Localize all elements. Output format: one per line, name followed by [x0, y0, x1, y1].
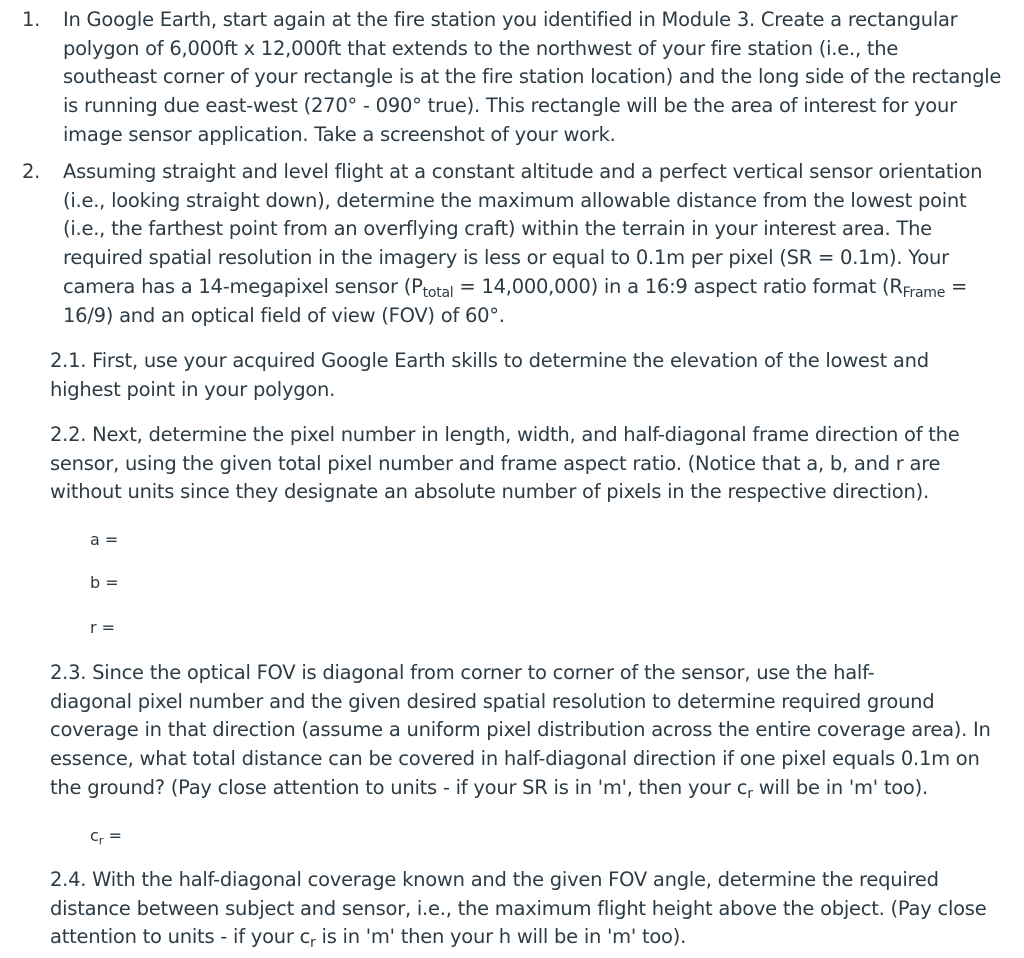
subsection-2-3-line5-text: the ground? (Pay close attention to units - if your SR is in 'm', then your c — [50, 775, 748, 799]
question-2-line: Assuming straight and level flight at a constant altitude and a perfect vertical sensor orientation — [63, 160, 983, 183]
question-2-line: 16/9) and an optical field of view (FOV) of 60°. — [63, 303, 505, 327]
question-2-line5-a: camera has a 14-megapixel sensor (P — [63, 274, 423, 298]
subsection-2-4-line — [50, 923, 986, 952]
equation-cr-equals: = — [103, 826, 123, 845]
subsection-2-3-line — [50, 774, 991, 803]
subsection-2-3-line: 2.3. Since the optical FOV is diagonal from corner to corner of the sensor, use the half- — [50, 661, 875, 684]
equation-cr-subscript: r — [98, 833, 104, 848]
equation-a: a = — [90, 530, 119, 549]
subscript-frame: Frame — [902, 285, 946, 302]
subsection-2-2 — [50, 421, 960, 507]
subsection-2-1 — [50, 347, 929, 404]
question-2-line: (i.e., the farthest point from an overflying craft) within the terrain in your interest area. The — [63, 217, 932, 241]
equation-cr-letter: c — [90, 826, 99, 845]
subsection-2-3-line: essence, what total distance can be covered in half-diagonal direction if one pixel equals 0.1m on — [50, 747, 980, 771]
subscript-total: total — [422, 285, 454, 302]
question-1-number: 1. — [22, 8, 41, 31]
subsection-2-3-line: coverage in that direction (assume a uniform pixel distribution across the entire coverage area). In — [50, 718, 991, 742]
subsection-2-2-line: without units since they designate an absolute number of pixels in the respective direction). — [50, 480, 929, 504]
question-2-line — [63, 273, 982, 302]
subscript-r: r — [747, 786, 753, 803]
equation-r: r = — [90, 618, 116, 637]
subsection-2-4-line3-text: attention to units - if your c — [50, 925, 311, 949]
equation-b: b = — [90, 573, 119, 592]
question-1-line: is running due east-west (270° - 090° true). This rectangle will be the area of interest for your — [63, 94, 957, 118]
question-1-line: In Google Earth, start again at the fire station you identified in Module 3. Create a rectangular — [63, 8, 958, 31]
subsection-2-3-line: diagonal pixel number and the given desired spatial resolution to determine required ground — [50, 689, 935, 713]
question-1 — [22, 6, 1001, 150]
question-2-line: (i.e., looking straight down), determine the maximum allowable distance from the lowest point — [63, 188, 967, 212]
question-2-line: required spatial resolution in the imagery is less or equal to 0.1m per pixel (SR = 0.1m). Your — [63, 246, 949, 270]
subsection-2-1-line: highest point in your polygon. — [50, 377, 336, 401]
equation-cr — [90, 826, 122, 846]
question-2-line5-b: = 14,000,000) in a 16:9 aspect ratio format (R — [453, 274, 903, 298]
subsection-2-1-line: 2.1. First, use your acquired Google Earth skills to determine the elevation of the lowest and — [50, 349, 929, 372]
subsection-2-3 — [50, 659, 991, 803]
question-1-line: polygon of 6,000ft x 12,000ft that extends to the northwest of your fire station (i.e., the — [63, 36, 899, 60]
subsection-2-3-line5-tail: will be in 'm' too). — [752, 775, 928, 799]
subsection-2-4-line: distance between subject and sensor, i.e., the maximum flight height above the object. (Pay close — [50, 896, 987, 920]
question-1-line: southeast corner of your rectangle is at the fire station location) and the long side of the rectangle — [63, 65, 1002, 89]
subsection-2-4 — [50, 866, 986, 952]
question-2-number: 2. — [22, 160, 41, 183]
subscript-r: r — [310, 935, 316, 952]
question-2-line5-c: = — [945, 274, 968, 298]
subsection-2-2-line: sensor, using the given total pixel number and frame aspect ratio. (Notice that a, b, and r are — [50, 451, 941, 475]
question-2 — [22, 158, 982, 330]
subsection-2-2-line: 2.2. Next, determine the pixel number in length, width, and half-diagonal frame direction of the — [50, 423, 960, 446]
subsection-2-4-line3-tail: is in 'm' then your h will be in 'm' too). — [315, 925, 687, 949]
subsection-2-4-line: 2.4. With the half-diagonal coverage known and the given FOV angle, determine the required — [50, 868, 939, 891]
question-1-line: image sensor application. Take a screenshot of your work. — [63, 122, 616, 146]
